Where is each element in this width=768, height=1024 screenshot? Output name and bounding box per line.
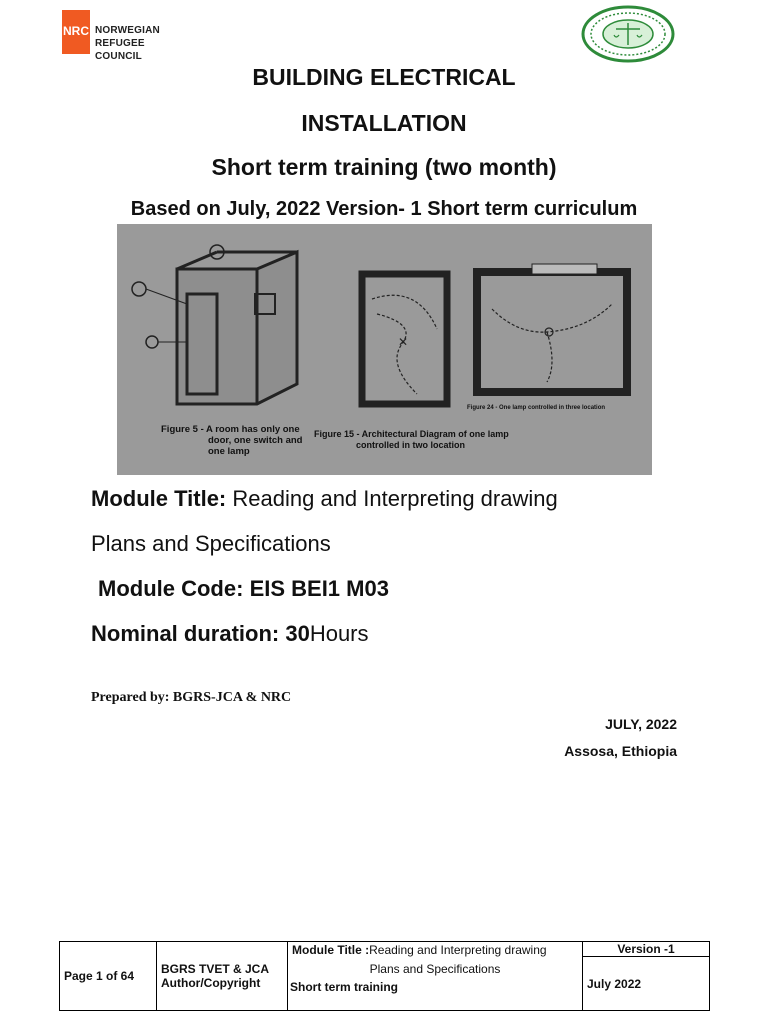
- module-code-label: Module Code:: [98, 576, 244, 601]
- module-title-value-continued: Plans and Specifications: [91, 531, 331, 556]
- footer-training: Short term training: [290, 980, 399, 994]
- footer-page-number: Page 1 of 64: [60, 942, 157, 1011]
- document-title-line1: BUILDING ELECTRICAL: [252, 64, 516, 90]
- nrc-logo-text: [95, 24, 182, 63]
- footer-module-title-value: Reading and Interpreting drawing: [369, 943, 547, 957]
- module-code-line: [98, 576, 389, 602]
- footer-table: [59, 941, 710, 1011]
- duration-number: 30: [285, 621, 310, 646]
- figure5-caption: [161, 424, 302, 457]
- module-title-label: Module Title:: [91, 486, 227, 511]
- module-code-value: EIS BEI1 M03: [249, 576, 389, 601]
- plan-three-location-diagram: [477, 264, 627, 392]
- nominal-duration-line: [91, 621, 369, 647]
- room-3d-diagram: [132, 245, 297, 404]
- curriculum-basis: Based on July, 2022 Version- 1 Short term curriculum: [130, 198, 638, 220]
- footer-module-title-value-2: Plans and Specifications: [369, 962, 501, 976]
- module-title-line: [91, 486, 558, 512]
- document-subtitle: Short term training (two month): [211, 154, 557, 180]
- figure5-caption-line2: door, one switch and: [208, 435, 303, 446]
- nrc-logo-line1: NORWEGIAN: [95, 25, 160, 36]
- footer-module-title-label: Module Title :: [292, 943, 370, 957]
- figure15-caption-line1: Figure 15 - Architectural Diagram of one lamp: [314, 429, 509, 439]
- figure5-caption-line3: one lamp: [208, 446, 250, 457]
- footer-module-cell: [288, 942, 583, 1011]
- figure15-caption: [314, 429, 509, 451]
- nrc-abbr: NRC: [63, 24, 89, 38]
- prepared-by: Prepared by: BGRS-JCA & NRC: [91, 690, 292, 705]
- footer-author: [157, 942, 288, 1011]
- publication-date: JULY, 2022: [605, 716, 677, 732]
- nrc-logo-line2: REFUGEE COUNCIL: [95, 38, 145, 62]
- footer-version: Version -1: [583, 942, 710, 957]
- footer-module-title: [288, 942, 582, 958]
- footer-author-line1: BGRS TVET & JCA: [161, 962, 270, 976]
- duration-label: Nominal duration:: [91, 621, 280, 646]
- module-title-value: Reading and Interpreting drawing: [232, 486, 558, 511]
- footer-date: July 2022: [583, 957, 710, 1011]
- figure15-caption-line2: controlled in two location: [356, 440, 465, 450]
- plan-two-location-diagram: [362, 274, 447, 404]
- publication-location: Assosa, Ethiopia: [564, 743, 677, 759]
- government-seal-icon: [581, 5, 675, 63]
- figure5-caption-line1: Figure 5 - A room has only one: [161, 424, 300, 435]
- figure24-caption: Figure 24 - One lamp controlled in three location: [467, 405, 606, 411]
- nrc-logo-mark: [62, 10, 90, 54]
- document-title-line2: INSTALLATION: [301, 110, 467, 136]
- nrc-logo: [62, 10, 182, 62]
- footer-author-line2: Author/Copyright: [161, 976, 261, 990]
- duration-unit: Hours: [309, 621, 369, 646]
- svg-text:✕: ✕: [398, 335, 409, 349]
- wiring-diagram-figure: [117, 224, 652, 475]
